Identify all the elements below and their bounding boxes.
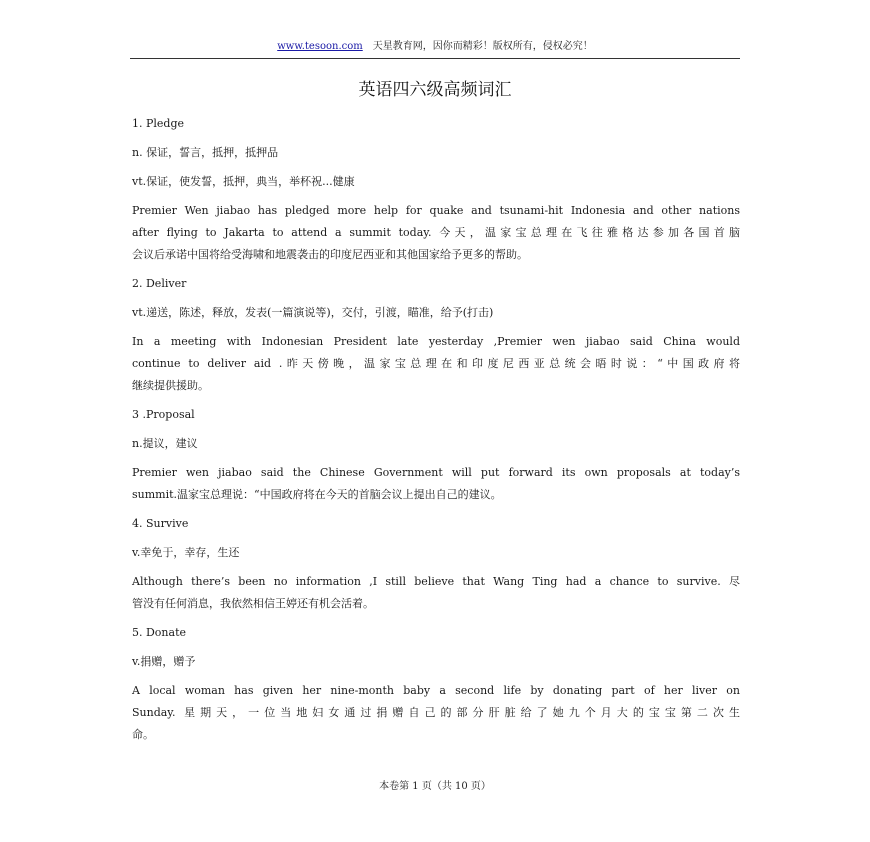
entry-heading: 2. Deliver bbox=[132, 277, 187, 290]
entry-heading: 4. Survive bbox=[132, 517, 189, 530]
entry-definition: vt.保证，使发誓，抵押，典当，举杯祝...健康 bbox=[132, 175, 355, 188]
header-divider bbox=[130, 58, 740, 59]
vocab-entry bbox=[132, 622, 740, 746]
entry-definition: v.捐赠，赠予 bbox=[132, 655, 196, 668]
example-line: 管没有任何消息，我依然相信王婷还有机会活着。 bbox=[132, 597, 374, 610]
entry-definition: n.提议，建议 bbox=[132, 437, 198, 450]
entry-example bbox=[132, 462, 740, 506]
example-line: Premier Wen jiabao has pledged more help for quake and tsunami-hit Indonesia and other nations bbox=[132, 204, 740, 217]
entry-heading: 1. Pledge bbox=[132, 117, 185, 130]
document-body bbox=[132, 113, 740, 746]
entry-example bbox=[132, 680, 740, 746]
vocab-entry bbox=[132, 513, 740, 622]
entry-example bbox=[132, 571, 740, 615]
entry-definition: v.幸免于，幸存，生还 bbox=[132, 546, 240, 559]
example-line: 会议后承诺中国将给受海啸和地震袭击的印度尼西亚和其他国家给予更多的帮助。 bbox=[132, 248, 528, 261]
page-header bbox=[130, 40, 740, 54]
entry-heading: 5. Donate bbox=[132, 626, 187, 639]
example-line: 继续提供援助。 bbox=[132, 379, 209, 392]
entry-example bbox=[132, 331, 740, 397]
example-line: A local woman has given her nine-month baby a second life by donating part of her liver on bbox=[132, 684, 740, 697]
example-line: after flying to Jakarta to attend a summit today. 今天，温家宝总理在飞往雅格达参加各国首脑 bbox=[132, 226, 740, 239]
example-line: In a meeting with Indonesian President late yesterday ,Premier wen jiabao said China would bbox=[132, 335, 740, 348]
page-footer: 本卷第 1 页（共 10 页） bbox=[379, 781, 491, 792]
example-line: Sunday. 星期天，一位当地妇女通过捐赠自己的部分肝脏给了她九个月大的宝宝第二次生 bbox=[132, 706, 740, 719]
vocab-entry bbox=[132, 404, 740, 513]
vocab-entry bbox=[132, 273, 740, 404]
site-link[interactable]: www.tesoon.com bbox=[277, 41, 363, 52]
entry-example bbox=[132, 200, 740, 266]
entry-heading: 3 .Proposal bbox=[132, 408, 195, 421]
example-line: 命。 bbox=[132, 728, 154, 741]
vocab-entry bbox=[132, 113, 740, 273]
document-title: 英语四六级高频词汇 bbox=[358, 80, 512, 100]
entry-definition: vt.递送，陈述，释放，发表(一篇演说等)，交付，引渡，瞄准，给予(打击) bbox=[132, 306, 494, 319]
example-line: Premier wen jiabao said the Chinese Government will put forward its own proposals at today’s bbox=[132, 466, 740, 479]
example-line: summit.温家宝总理说：“中国政府将在今天的首脑会议上提出自己的建议。 bbox=[132, 488, 502, 501]
header-slogan: 天星教育网，因你而精彩！版权所有，侵权必究！ bbox=[372, 41, 593, 52]
example-line: continue to deliver aid .昨天傍晚，温家宝总理在和印度尼西亚总统会晤时说：“中国政府将 bbox=[132, 357, 740, 370]
example-line: Although there’s been no information ,I still believe that Wang Ting had a chance to survive. 尽 bbox=[132, 575, 740, 588]
entry-definition: n. 保证，誓言，抵押，抵押品 bbox=[132, 146, 279, 159]
